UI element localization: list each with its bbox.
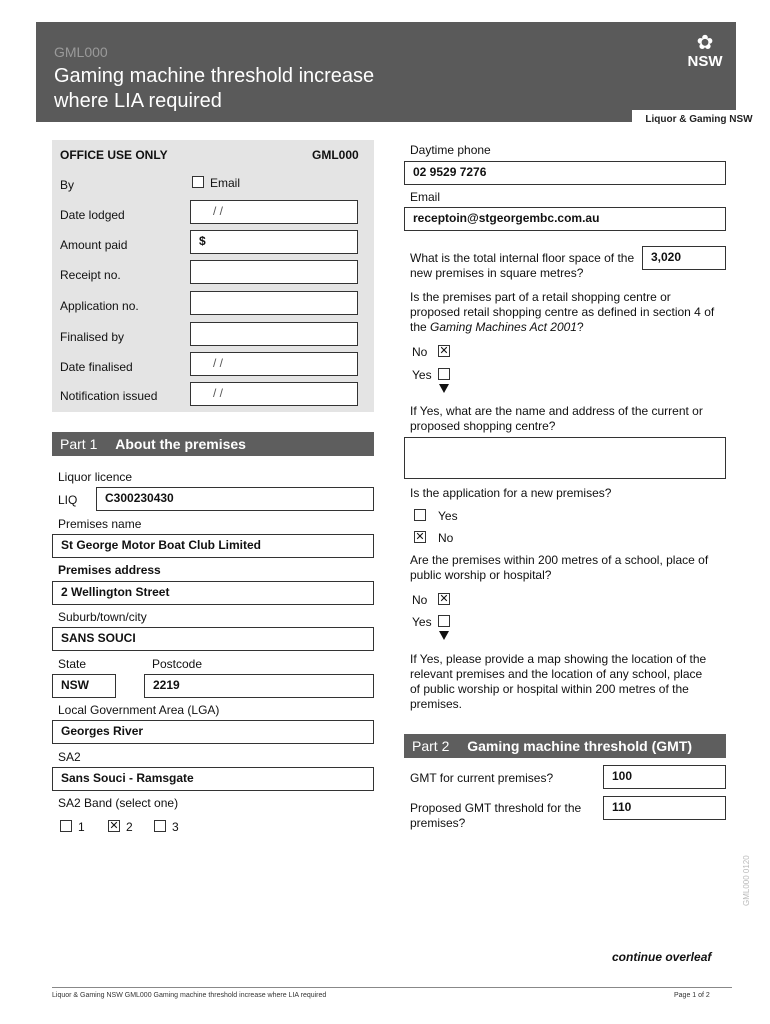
retail-centre-question: Is the premises part of a retail shopping centre or proposed retail shopping centre as defined in section 4 of the Gaming Machines Act 2001?	[410, 290, 715, 334]
date-lodged-field[interactable]: / /	[190, 200, 358, 224]
retail-no-label: No	[412, 345, 428, 359]
form-title: Gaming machine threshold increase where LIA required	[54, 65, 375, 112]
school-no-label: No	[412, 593, 428, 607]
map-note: If Yes, please provide a map showing the location of the relevant premises and the location of any school, place of public worship or hospital within 200 metres of the premises.	[410, 652, 707, 711]
email-field[interactable]: receptoin@stgeorgembc.com.au	[404, 207, 726, 231]
postcode-label: Postcode	[152, 657, 203, 671]
sa2-label: SA2	[58, 750, 81, 764]
sa2-band-3-checkbox[interactable]	[154, 820, 166, 832]
notification-label: Notification issued	[60, 389, 158, 403]
retail-yes-checkbox[interactable]	[438, 368, 450, 380]
by-label: By	[60, 178, 75, 192]
shopping-centre-field[interactable]	[404, 437, 726, 479]
agency-badge: Liquor & Gaming NSW	[632, 110, 766, 130]
suburb-field[interactable]: SANS SOUCI	[52, 627, 374, 651]
shopping-centre-question: If Yes, what are the name and address of the current or proposed shopping centre?	[410, 404, 703, 433]
retail-yes-label: Yes	[412, 368, 432, 382]
part2-heading: Part 2 Gaming machine threshold (GMT)	[404, 734, 726, 758]
office-code: GML000	[312, 148, 359, 162]
application-field[interactable]	[190, 291, 358, 315]
amount-paid-field[interactable]: $	[190, 230, 358, 254]
current-gmt-label: GMT for current premises?	[410, 771, 554, 785]
proposed-gmt-label: Proposed GMT threshold for the premises?	[410, 801, 582, 830]
address-label: Premises address	[58, 563, 161, 577]
email-label: Email	[410, 190, 441, 204]
lga-label: Local Government Area (LGA)	[58, 703, 220, 717]
email-checkbox[interactable]	[192, 176, 204, 188]
date-finalised-label: Date finalised	[60, 360, 133, 374]
waratah-icon: ✿	[696, 32, 714, 54]
finalised-by-label: Finalised by	[60, 330, 125, 344]
new-premises-question: Is the application for a new premises?	[410, 486, 612, 500]
phone-field[interactable]: 02 9529 7276	[404, 161, 726, 185]
margin-code: GML000 0120	[742, 855, 751, 906]
suburb-label: Suburb/town/city	[58, 610, 147, 624]
current-gmt-field[interactable]: 100	[603, 765, 726, 789]
liq-number-field[interactable]: C300230430	[96, 487, 374, 511]
sa2-band-2-label: 2	[126, 820, 133, 834]
sa2-band-label: SA2 Band (select one)	[58, 796, 179, 810]
date-finalised-field[interactable]: / /	[190, 352, 358, 376]
footer-text: Liquor & Gaming NSW GML000 Gaming machine threshold increase where LIA required	[52, 992, 327, 999]
nsw-logo: ✿ NSW	[676, 32, 734, 86]
new-premises-no-label: No	[438, 531, 454, 545]
state-label: State	[58, 657, 87, 671]
floor-space-field[interactable]: 3,020	[642, 246, 726, 270]
date-lodged-label: Date lodged	[60, 208, 125, 222]
liq-prefix: LIQ	[58, 493, 78, 507]
down-arrow-icon	[439, 631, 449, 640]
proposed-gmt-field[interactable]: 110	[603, 796, 726, 820]
phone-label: Daytime phone	[410, 143, 491, 157]
sa2-band-2-checkbox[interactable]: ✕	[109, 820, 119, 832]
form-code: GML000	[54, 44, 108, 60]
premises-name-field[interactable]: St George Motor Boat Club Limited	[52, 534, 374, 558]
licence-label: Liquor licence	[58, 470, 133, 484]
new-premises-yes-checkbox[interactable]	[414, 509, 426, 521]
sa2-band-1-label: 1	[78, 820, 85, 834]
part1-heading: Part 1 About the premises	[52, 432, 374, 456]
application-label: Application no.	[60, 299, 139, 313]
retail-no-checkbox[interactable]: ✕	[439, 345, 449, 357]
office-heading: OFFICE USE ONLY	[60, 148, 168, 162]
down-arrow-icon	[439, 384, 449, 393]
premises-name-label: Premises name	[58, 517, 142, 531]
amount-paid-label: Amount paid	[60, 238, 128, 252]
state-field[interactable]: NSW	[52, 674, 116, 698]
sa2-band-3-label: 3	[172, 820, 179, 834]
school-question: Are the premises within 200 metres of a school, place of public worship or hospital?	[410, 553, 709, 582]
school-no-checkbox[interactable]: ✕	[439, 593, 449, 605]
sa2-field[interactable]: Sans Souci - Ramsgate	[52, 767, 374, 791]
continue-overleaf: continue overleaf	[612, 950, 712, 964]
new-premises-no-checkbox[interactable]: ✕	[415, 531, 425, 543]
receipt-label: Receipt no.	[60, 268, 121, 282]
receipt-field[interactable]	[190, 260, 358, 284]
notification-field[interactable]: / /	[190, 382, 358, 406]
form-header	[36, 22, 753, 125]
postcode-field[interactable]: 2219	[144, 674, 374, 698]
sa2-band-1-checkbox[interactable]	[60, 820, 72, 832]
lga-field[interactable]: Georges River	[52, 720, 374, 744]
email-label: Email	[210, 176, 241, 190]
address-field[interactable]: 2 Wellington Street	[52, 581, 374, 605]
finalised-by-field[interactable]	[190, 322, 358, 346]
footer-divider	[52, 987, 732, 988]
floor-space-question: What is the total internal floor space of the new premises in square metres?	[410, 251, 635, 280]
school-yes-checkbox[interactable]	[438, 615, 450, 627]
office-use-panel	[52, 140, 374, 412]
page-number: Page 1 of 2	[674, 992, 710, 999]
new-premises-yes-label: Yes	[438, 509, 458, 523]
school-yes-label: Yes	[412, 615, 432, 629]
